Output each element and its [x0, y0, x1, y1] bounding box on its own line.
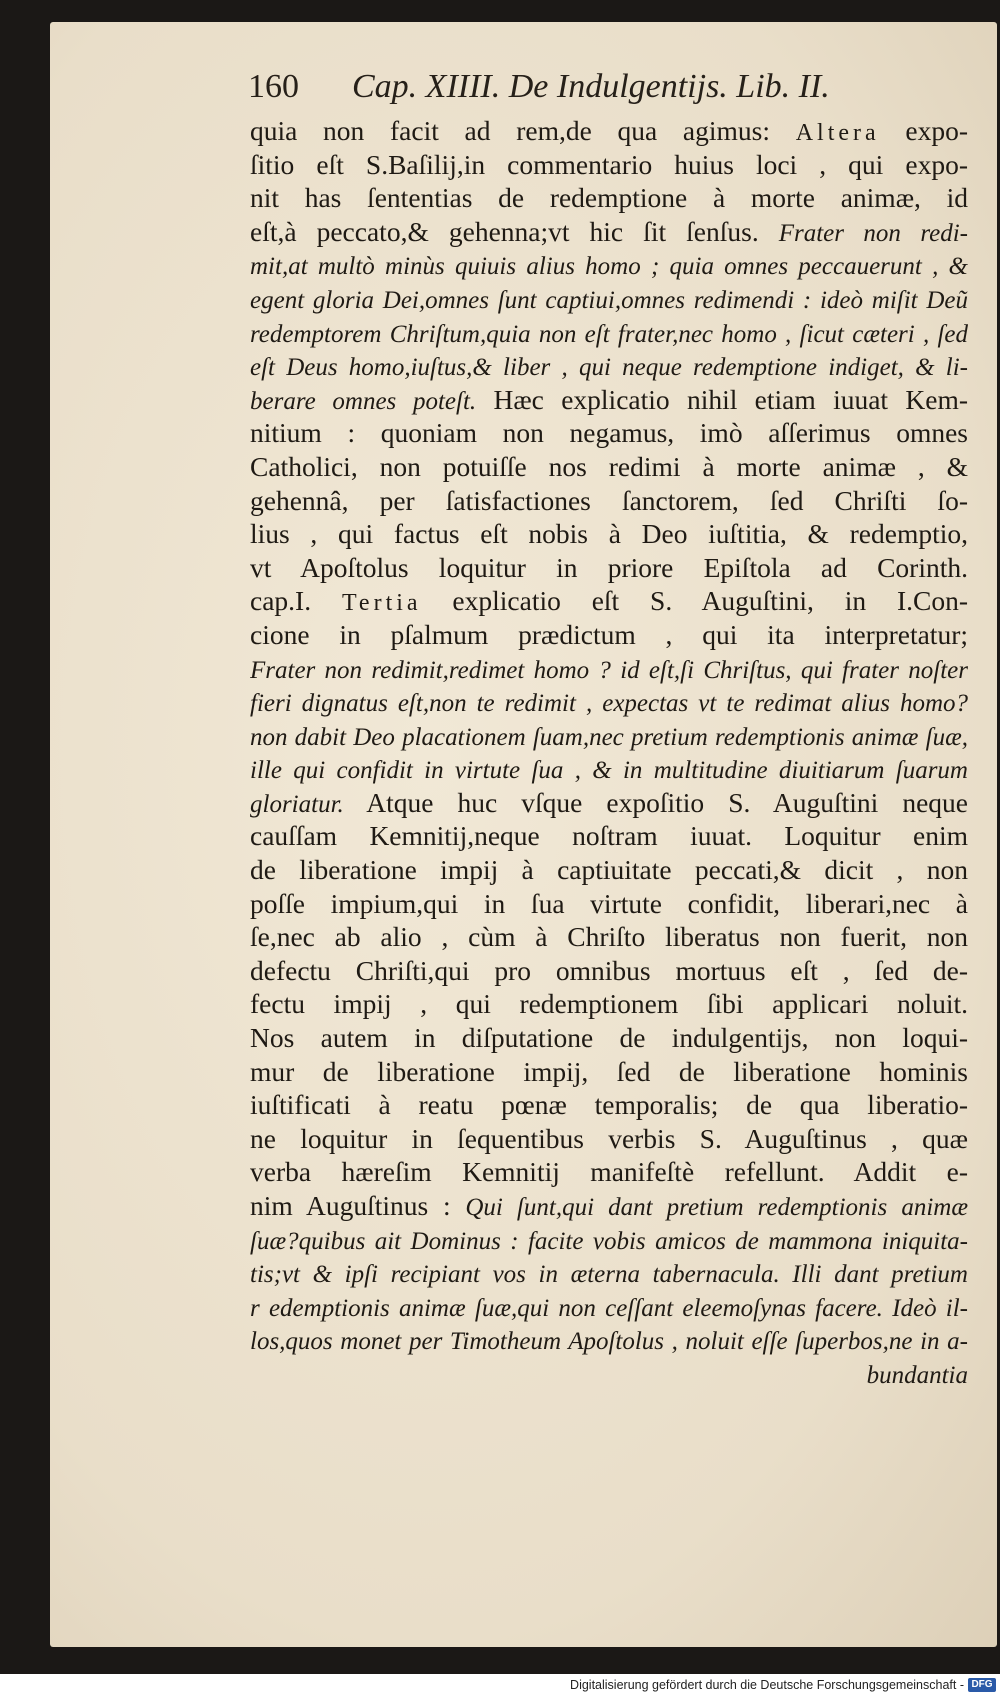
text-line: [250, 450, 968, 484]
text-run: gehennâ, per ſatisfactiones ſanctorem, ſed Chriſti ſo-: [250, 484, 968, 516]
text-run: Nos autem in diſputatione de indulgentijs, non loqui-: [250, 1022, 968, 1054]
text-line: [250, 1323, 968, 1357]
text-run: nitium : quoniam non negamus, imò aſſerimus omnes: [250, 417, 968, 449]
italic-run: gloriatur.: [250, 790, 344, 818]
text-run: cap.I.: [250, 585, 342, 617]
italic-run: ille qui confidit in virtute ſua , & in multitudine diuitiarum ſuarum: [250, 757, 968, 785]
text-line: [250, 1122, 968, 1156]
text-run: mur de liberatione impij, ſed de liberatione hominis: [250, 1055, 968, 1087]
footer-credit: Digitalisierung gefördert durch die Deutsche Forschungsgemeinschaft -: [570, 1678, 964, 1692]
text-line: [250, 752, 968, 786]
text-line: [250, 1223, 968, 1257]
text-run: ne loquitur in ſequentibus verbis S. Auguſtinus , quæ: [250, 1122, 968, 1154]
text-line: [250, 786, 968, 820]
digitization-footer: [0, 1674, 1000, 1697]
italic-run: Qui ſunt,qui dant pretium redemptionis animæ: [465, 1194, 968, 1221]
smallcaps-run: Tertia: [341, 590, 422, 617]
italic-run: bundantia: [866, 1361, 968, 1389]
text-run: verba hæreſim Kemnitij manifeſtè refellunt. Addit e-: [250, 1156, 968, 1188]
text-line: [250, 1189, 968, 1223]
text-run: de liberatione impij à captiuitate peccati,& dicit , non: [250, 854, 968, 886]
page-number: 160: [248, 68, 299, 105]
text-line: [250, 1055, 968, 1089]
italic-run: eſt Deus homo,iuſtus,& liber , qui neque redemptione indiget, & li-: [250, 354, 968, 382]
text-run: quia non facit ad rem,de qua agimus:: [250, 115, 796, 146]
italic-run: redemptorem Chriſtum,quia non eſt frater,nec homo , ſicut cæteri , ſed: [250, 320, 968, 348]
text-line: [250, 920, 968, 954]
text-run: expo-: [879, 115, 968, 146]
text-run: defectu Chriſti,qui pro omnibus mortuus eſt , ſed de-: [250, 954, 968, 986]
text-run: Atque huc vſque expoſitio S. Auguſtini neque: [343, 786, 968, 818]
italic-run: Frater non redimit,redimet homo ? id eſt,ſi Chriſtus, qui frater noſter: [250, 656, 968, 684]
text-run: eſt,à peccato,& gehenna;vt hic ſit ſenſus.: [250, 215, 779, 247]
italic-run: r edemptionis animæ ſuæ,qui non ceſſant eleemoſynas facere. Ideò il-: [250, 1294, 968, 1322]
text-line: [250, 652, 968, 686]
text-line: [250, 1021, 968, 1055]
italic-run: mit,at multò minùs quiuis alius homo ; quia omnes peccauerunt , &: [250, 253, 968, 281]
text-line: [250, 1256, 968, 1290]
text-run: Catholici, non potuiſſe nos redimi à morte animæ , &: [250, 450, 968, 482]
text-line: [250, 1155, 968, 1189]
running-title: Cap. XIIII. De Indulgentijs. Lib. II.: [352, 68, 830, 105]
text-line: [250, 584, 968, 618]
text-line: [250, 987, 968, 1021]
text-run: nim Auguſtinus :: [250, 1190, 466, 1221]
italic-run: fieri dignatus eſt,non te redimit , expectas vt te redimat alius homo?: [250, 690, 968, 718]
text-line: [250, 954, 968, 988]
italic-run: egent gloria Dei,omnes ſunt captiui,omnes redimendi : ideò miſit Deũ: [250, 286, 968, 314]
text-line: [250, 1357, 968, 1391]
text-line: [250, 416, 968, 450]
text-line: [250, 685, 968, 719]
text-line: [250, 282, 968, 316]
text-line: [250, 551, 968, 585]
text-line: [250, 517, 968, 551]
text-run: iuſtificati à reatu pœnæ temporalis; de qua liberatio-: [250, 1089, 968, 1121]
text-run: cauſſam Kemnitij,neque noſtram iuuat. Loquitur enim: [250, 820, 968, 852]
text-line: [250, 114, 968, 148]
text-line: [250, 853, 968, 887]
text-run: poſſe impium,qui in ſua virtute confidit, liberari,nec à: [250, 887, 968, 919]
text-run: lius , qui factus eſt nobis à Deo iuſtitia, & redemptio,: [250, 518, 968, 550]
italic-run: Frater non redi-: [778, 219, 968, 247]
text-line: [250, 618, 968, 652]
text-run: explicatio eſt S. Auguſtini, in I.Con-: [421, 585, 968, 617]
text-run: fectu impij , qui redemptionem ſibi applicari noluit.: [250, 988, 968, 1020]
text-line: [250, 248, 968, 282]
text-line: [250, 215, 968, 249]
text-line: [250, 181, 968, 215]
italic-run: non dabit Deo placationem ſuam,nec pretium redemptionis animæ ſuæ,: [250, 723, 968, 751]
text-line: [250, 719, 968, 753]
italic-run: ſuæ?quibus ait Dominus : facite vobis amicos de mammona iniquita-: [250, 1227, 968, 1255]
text-run: nit has ſententias de redemptione à morte animæ, id: [250, 182, 968, 214]
text-run: ſitio eſt S.Baſilij,in commentario huius loci , qui expo-: [250, 148, 968, 180]
dfg-logo: DFG: [968, 1678, 996, 1692]
text-line: [250, 1088, 968, 1122]
text-line: [250, 1290, 968, 1324]
text-run: Hæc explicatio nihil etiam iuuat Kem-: [476, 383, 968, 415]
italic-run: los,quos monet per Timotheum Apoſtolus , noluit eſſe ſuperbos,ne in a-: [250, 1328, 968, 1356]
text-line: [250, 383, 968, 417]
text-line: [250, 148, 968, 182]
smallcaps-run: Altera: [795, 120, 880, 146]
italic-run: berare omnes poteſt.: [250, 387, 477, 415]
text-line: [250, 887, 968, 921]
text-line: [250, 819, 968, 853]
italic-run: tis;vt & ipſi recipiant vos in æterna tabernacula. Illi dant pretium: [250, 1261, 968, 1289]
text-run: cione in pſalmum prædictum , qui ita interpretatur;: [250, 618, 968, 650]
text-run: ſe,nec ab alio , cùm à Chriſto liberatus non fuerit, non: [250, 921, 968, 953]
body-text: [250, 114, 968, 1391]
text-line: [250, 316, 968, 350]
running-header: [200, 68, 920, 108]
text-run: vt Apoſtolus loquitur in priore Epiſtola ad Corinth.: [250, 551, 968, 583]
text-line: [250, 349, 968, 383]
text-line: [250, 484, 968, 518]
